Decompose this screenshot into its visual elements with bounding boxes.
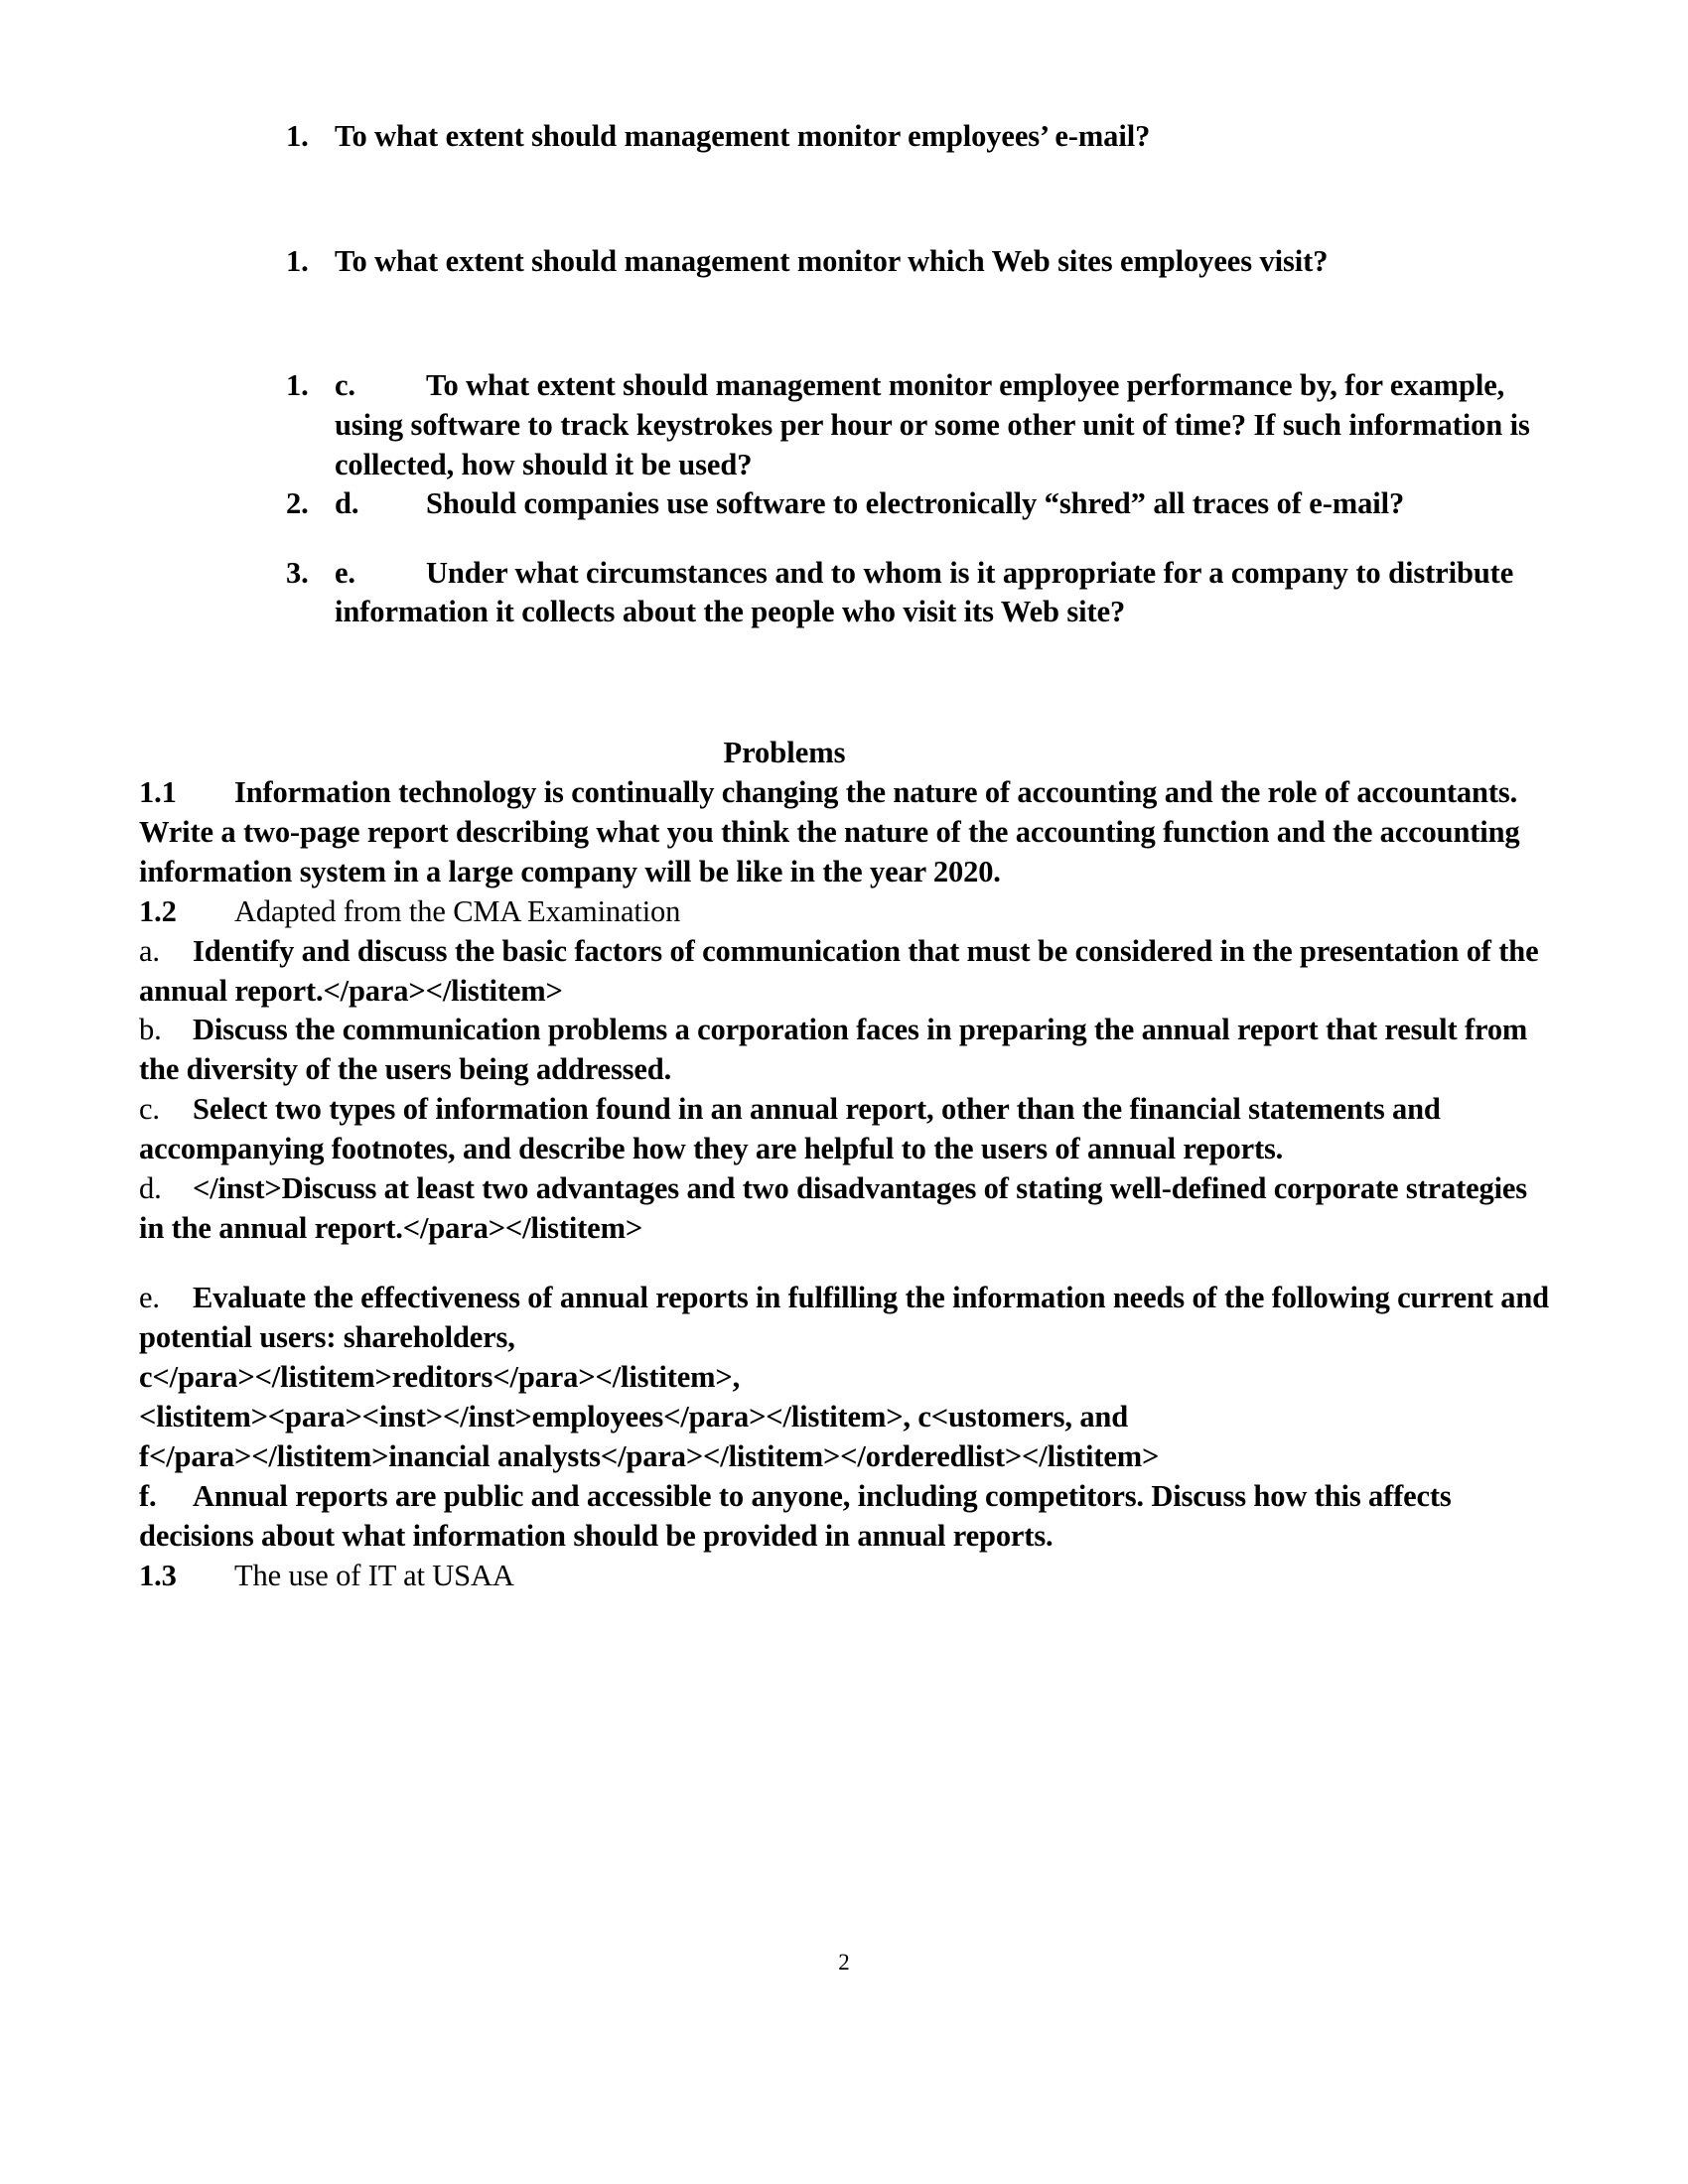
- problem-item-a: [139, 932, 1549, 1012]
- problem-item-e-markup-3: f</para></listitem>inancial analysts</para></listitem></orderedlist></listitem>: [139, 1439, 1160, 1474]
- problem-number: 1.2: [139, 893, 177, 928]
- question-sublabel: c.: [335, 368, 355, 403]
- problem-number: 1.1: [139, 774, 177, 809]
- question-item-3: [238, 366, 1549, 484]
- list-marker: 3.: [286, 555, 309, 590]
- problem-number: 1.3: [139, 1558, 177, 1592]
- problem-item-e-markup-1: c</para></listitem>reditors</para></listitem>,: [139, 1360, 741, 1395]
- problem-1-2: [139, 892, 1549, 932]
- item-text: Select two types of information found in an annual report, other than the financial statements and accompanying footnotes, and describe how they are helpful to the users of annual reports.: [139, 1092, 1441, 1166]
- problem-text: The use of IT at USAA: [234, 1558, 514, 1592]
- question-text: To what extent should management monitor employees’ e-mail?: [335, 119, 1151, 153]
- spacer: [139, 281, 1549, 366]
- question-text: Under what circumstances and to whom is it appropriate for a company to distribute information it collects about the people who visit its Web site?: [335, 555, 1514, 629]
- item-text: Discuss the communication problems a corporation faces in preparing the annual report that result from the diversity of the users being addressed.: [139, 1013, 1528, 1087]
- problem-item-c: [139, 1090, 1549, 1169]
- page-number: 2: [838, 1950, 850, 1975]
- item-text: </inst>Discuss at least two advantages and two disadvantages of stating well-defined corporate strategies in the annual report.</para></listitem>: [139, 1171, 1528, 1246]
- question-item-4: [238, 484, 1549, 524]
- problem-text: Adapted from the CMA Examination: [234, 893, 681, 928]
- spacer: [139, 632, 1549, 718]
- item-text-line-1: Evaluate the effectiveness of annual reports in fulfilling the information needs of the following current and potential users: shareholders,: [139, 1281, 1549, 1355]
- list-marker: 2.: [286, 486, 309, 521]
- problem-text: Information technology is continually changing the nature of accounting and the role of accountants. Write a two-page report describing what you think the nature of the accounting function and the accounting information system in a large company will be like in the year 2020.: [139, 774, 1520, 888]
- list-marker: 1.: [286, 243, 309, 278]
- list-marker: 1.: [286, 368, 309, 403]
- problem-item-e-markup-2: <listitem><para><inst></inst>employees</para></listitem>, c<ustomers, and: [139, 1400, 1129, 1434]
- top-questions-list: [139, 117, 1549, 632]
- item-text: Identify and discuss the basic factors of communication that must be considered in the presentation of the annual report.</para></listitem>: [139, 933, 1539, 1008]
- item-letter: b.: [139, 1013, 162, 1047]
- spacer: [139, 718, 1549, 734]
- question-item-5: [238, 554, 1549, 632]
- question-text: Should companies use software to electronically “shred” all traces of e-mail?: [426, 486, 1405, 521]
- item-letter: c.: [139, 1092, 160, 1127]
- spacer: [139, 1249, 1549, 1279]
- item-letter: d.: [139, 1171, 162, 1206]
- problem-1-1: [139, 773, 1549, 892]
- page-content: [139, 117, 1549, 1596]
- spacer: [139, 157, 1549, 242]
- question-sublabel: d.: [335, 486, 359, 521]
- question-text: To what extent should management monitor employee performance by, for example, using software to track keystrokes per hour or some other unit of time? If such information is collected, how should it be used?: [335, 368, 1530, 481]
- question-text: To what extent should management monitor which Web sites employees visit?: [335, 243, 1329, 278]
- problem-item-d: [139, 1169, 1549, 1249]
- item-letter: e.: [139, 1281, 160, 1315]
- spacer: [139, 524, 1549, 554]
- item-letter: a.: [139, 933, 160, 968]
- question-sublabel: e.: [335, 555, 355, 590]
- item-text: Annual reports are public and accessible to anyone, including competitors. Discuss how this affects decisions about what information should be provided in annual reports.: [139, 1478, 1452, 1553]
- problem-1-3: [139, 1557, 1549, 1596]
- problems-heading: Problems: [723, 736, 846, 770]
- question-item-2: [238, 242, 1549, 282]
- question-item-1: [238, 117, 1549, 157]
- item-letter: f.: [139, 1478, 157, 1513]
- list-marker: 1.: [286, 119, 309, 153]
- problem-item-b: [139, 1011, 1549, 1090]
- problem-item-f: [139, 1477, 1549, 1557]
- problem-item-e: [139, 1279, 1549, 1358]
